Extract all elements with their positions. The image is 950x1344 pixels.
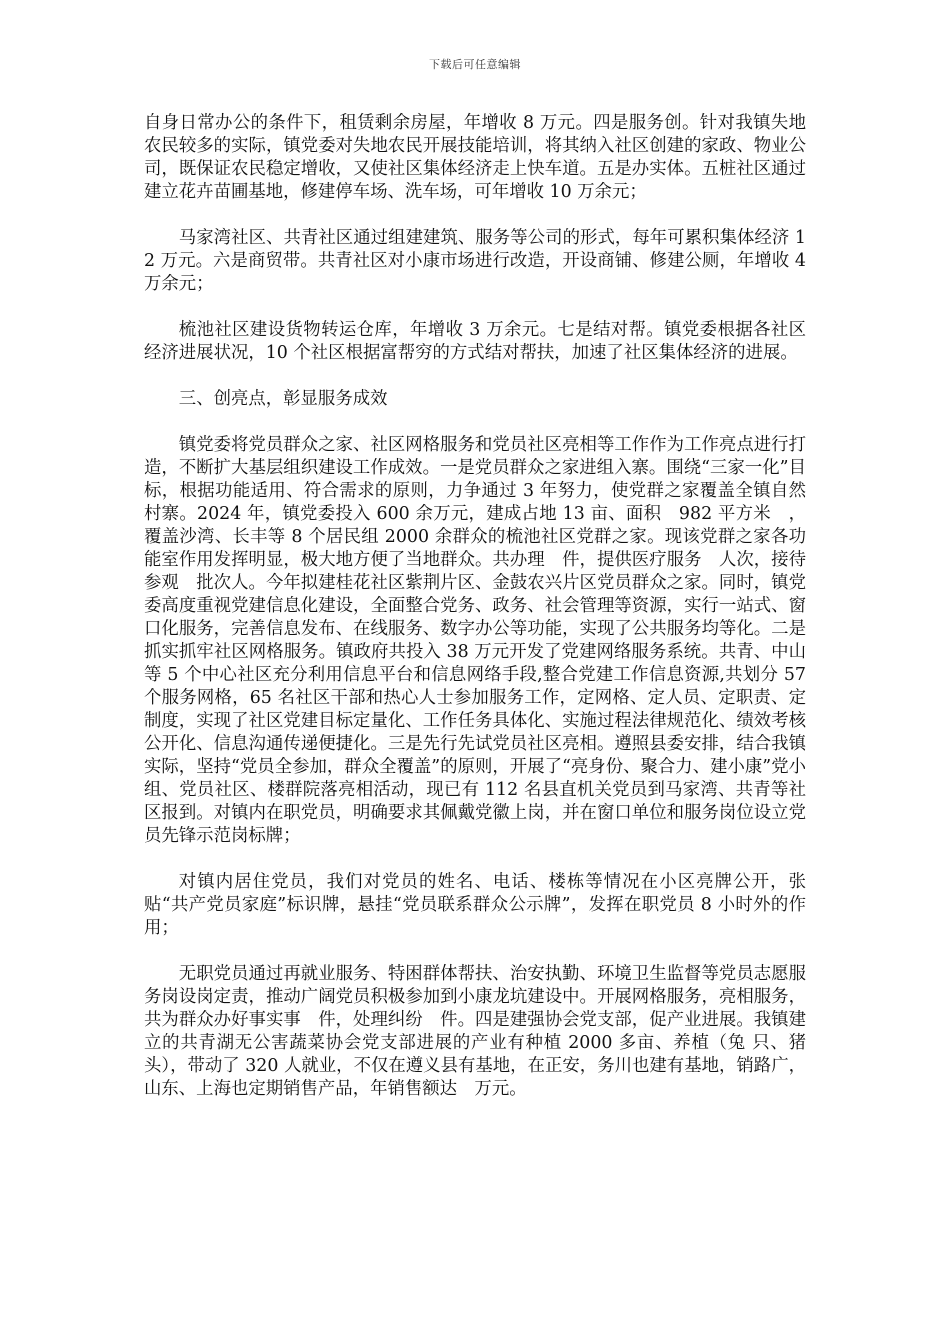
paragraph-6: 对镇内居住党员，我们对党员的姓名、电话、楼栋等情况在小区亮牌公开，张贴“共产党员家庭”标识牌，悬挂“党员联系群众公示牌”，发挥在职党员 8 小时外的作用； [144, 872, 806, 938]
page-header-note: 下载后可任意编辑 [429, 58, 521, 71]
paragraph-5: 镇党委将党员群众之家、社区网格服务和党员社区亮相等工作作为工作亮点进行打造，不断扩大基层组织建设工作成效。一是党员群众之家进组入寨。围绕“三家一化”目标，根据功能适用、符合需求的原则，力争通过 3 年努力，使党群之家覆盖全镇自然村寨。2024 年，镇党委投入 600 余万元，建成占地 13 亩、面积 982 平方米 ，覆盖沙湾、长丰等 8 个居民组 2000 余群众的梳池社区党群之家。现该党群之家各功能室作用发挥明显，极大地方便了当地群众。共办理 件，提供医疗服务 人次，接待参观 批次人。今年拟建桂花社区紫荆片区、金鼓农兴片区党员群众之家。同时，镇党委高度重视党建信息化建设，全面整合党务、政务、社会管理等资源，实行一站式、窗口化服务，完善信息发布、在线服务、数字办公等功能，实现了公共服务均等化。二是抓实抓牢社区网格服务。镇政府共投入 38 万元开发了党建网络服务系统。共青、中山等 5 个中心社区充分利用信息平台和信息网络手段,整合党建工作信息资源,共划分 57 个服务网格，65 名社区干部和热心人士参加服务工作，定网格、定人员、定职责、定制度，实现了社区党建目标定量化、工作任务具体化、实施过程法律规范化、绩效考核公开化、信息沟通传递便捷化。三是先行先试党员社区亮相。遵照县委安排，结合我镇实际，坚持“党员全参加，群众全覆盖”的原则，开展了“亮身份、聚合力、建小康”党小组、党员社区、楼群院落亮相活动，现已有 112 名县直机关党员到马家湾、共青等社区报到。对镇内在职党员，明确要求其佩戴党徽上岗，并在窗口单位和服务岗位设立党员先锋示范岗标牌； [144, 435, 806, 846]
section-heading: 三、创亮点，彰显服务成效 [178, 389, 388, 409]
document-body [144, 112, 806, 1124]
paragraph-7: 无职党员通过再就业服务、特困群体帮扶、治安执勤、环境卫生监督等党员志愿服务岗设岗定责，推动广阔党员积极参加到小康龙坑建设中。开展网格服务，亮相服务，共为群众办好事实事 件，处理纠纷 件。四是建强协会党支部，促产业进展。我镇建立的共青湖无公害蔬菜协会党支部进展的产业有种植 2000 多亩、养植（兔 只、猪 头），带动了 320 人就业，不仅在遵义县有基地，在正安，务川也建有基地，销路广，山东、上海也定期销售产品，年销售额达 万元。 [144, 964, 806, 1099]
paragraph-2: 马家湾社区、共青社区通过组建建筑、服务等公司的形式，每年可累积集体经济 12 万元。六是商贸带。共青社区对小康市场进行改造，开设商铺、修建公厕，年增收 4 万余元； [144, 228, 806, 294]
paragraph-1: 自身日常办公的条件下，租赁剩余房屋，年增收 8 万元。四是服务创。针对我镇失地农民较多的实际，镇党委对失地农民开展技能培训，将其纳入社区创建的家政、物业公司，既保证农民稳定增收，又使社区集体经济走上快车道。五是办实体。五桩社区通过建立花卉苗圃基地，修建停车场、洗车场，可年增收 10 万余元； [144, 113, 806, 202]
paragraph-3: 梳池社区建设货物转运仓库，年增收 3 万余元。七是结对帮。镇党委根据各社区经济进展状况，10 个社区根据富帮穷的方式结对帮扶，加速了社区集体经济的进展。 [144, 320, 806, 363]
